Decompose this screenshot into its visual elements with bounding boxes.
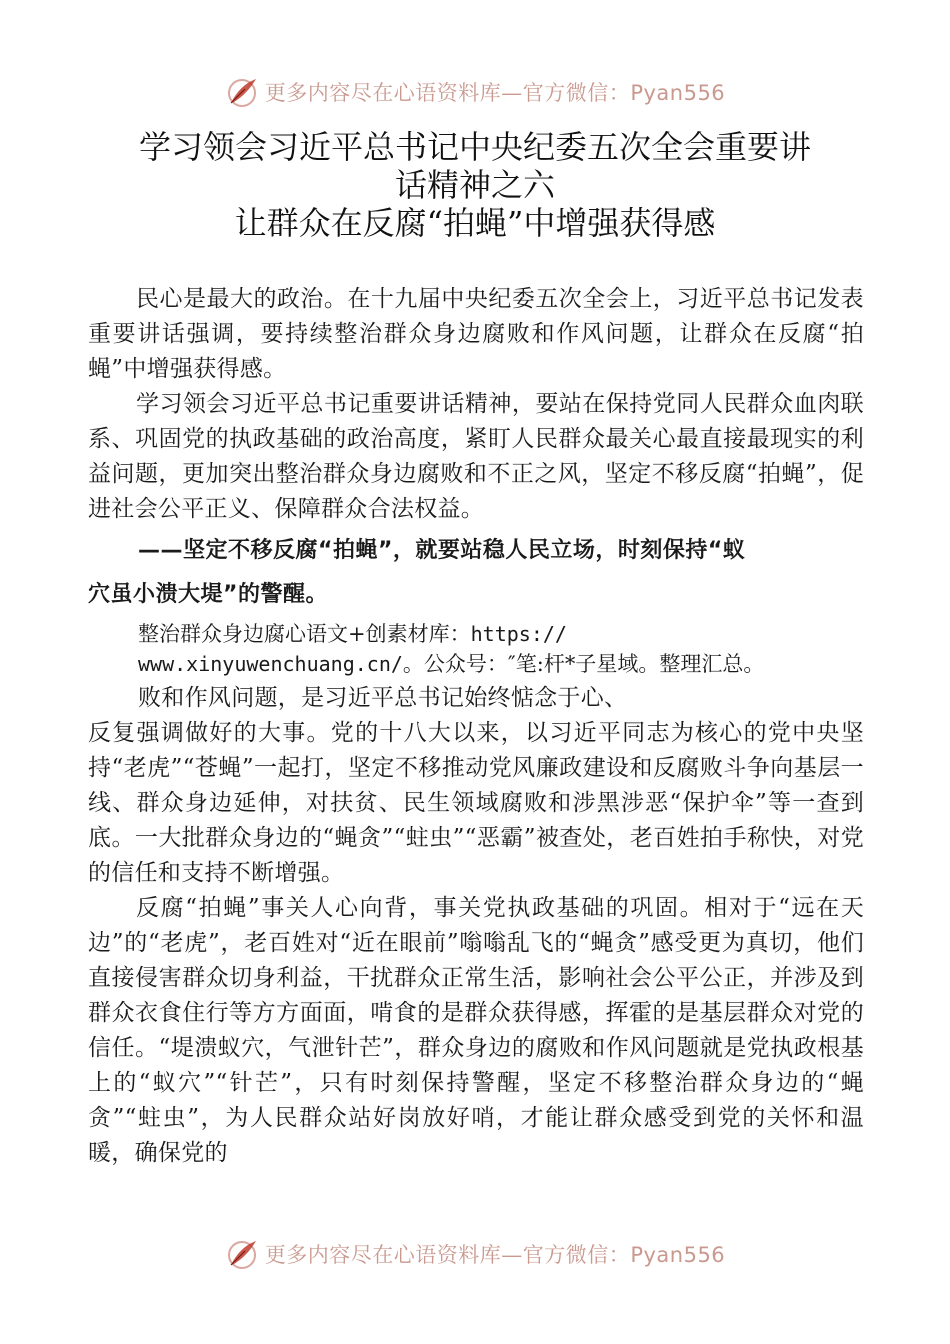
section-heading-line-2: 穴虽小溃大堤”的警醒。 — [88, 582, 328, 607]
promo-text-1: 整治群众身边腐心语文+创素材库： — [138, 622, 471, 646]
watermark-banner-top — [0, 72, 950, 112]
watermark-banner-bottom — [0, 1234, 950, 1274]
document-title — [60, 128, 890, 242]
title-line-2: 话精神之六 — [394, 166, 555, 204]
watermark-text: 更多内容尽在心语资料库—官方微信： — [264, 81, 631, 105]
feather-circle-logo-icon — [225, 75, 259, 109]
section-heading — [88, 529, 864, 617]
promo-url-2: www.xinyuwenchuang.cn/ — [138, 652, 403, 676]
watermark-text: 更多内容尽在心语资料库—官方微信： — [264, 1243, 631, 1267]
inserted-promo-text — [88, 619, 864, 679]
promo-text-2: 。公众号：″笔:杆*子星域。整理汇总。 — [402, 652, 765, 676]
title-line-1: 学习领会习近平总书记中央纪委五次全会重要讲 — [138, 128, 811, 166]
paragraph-5: 反腐“拍蝇”事关人心向背，事关党执政基础的巩固。相对于“远在天边”的“老虎”，老百姓对“近在眼前”嗡嗡乱飞的“蝇贪”感受更为真切，他们直接侵害群众切身利益，干扰群众正常生活，影响社会公平公正，并涉及到群众衣食住行等方方面面，啃食的是群众获得感，挥霍的是基层群众对党的信任。“堤溃蚁穴，气泄针芒”，群众身边的腐败和作风问题就是党执政根基上的“蚁穴”“针芒”，只有时刻保持警醒，坚定不移整治群众身边的“蝇贪”“蛀虫”，为人民群众站好岗放好哨，才能让群众感受到党的关怀和温暖，确保党的 — [88, 895, 864, 1166]
title-line-3: 让群众在反腐“拍蝇”中增强获得感 — [234, 204, 716, 242]
paragraph-2: 学习领会习近平总书记重要讲话精神，要站在保持党同人民群众血肉联系、巩固党的执政基础的政治高度，紧盯人民群众最关心最直接最现实的利益问题，更加突出整治群众身边腐败和不正之风，坚定不移反腐“拍蝇”，促进社会公平正义、保障群众合法权益。 — [88, 391, 864, 522]
watermark-wechat-id: Pyan556 — [630, 1243, 726, 1267]
section-heading-line-1: ——坚定不移反腐“拍蝇”，就要站稳人民立场，时刻保持“蚁 — [138, 538, 746, 563]
document-body — [88, 282, 864, 1171]
feather-circle-logo-icon — [225, 1237, 259, 1271]
paragraph-1: 民心是最大的政治。在十九届中央纪委五次全会上，习近平总书记发表重要讲话强调，要持续整治群众身边腐败和作风问题，让群众在反腐“拍蝇”中增强获得感。 — [88, 286, 864, 382]
paragraph-3-tail: 败和作风问题，是习近平总书记始终惦念于心、 — [138, 685, 628, 711]
promo-url-1: https:// — [470, 622, 567, 646]
watermark-wechat-id: Pyan556 — [630, 81, 726, 105]
paragraph-4: 反复强调做好的大事。党的十八大以来，以习近平同志为核心的党中央坚持“老虎”“苍蝇”一起打，坚定不移推动党风廉政建设和反腐败斗争向基层一线、群众身边延伸，对扶贫、民生领域腐败和涉黑涉恶“保护伞”等一查到底。一大批群众身边的“蝇贪”“蛀虫”“恶霸”被查处，老百姓拍手称快，对党的信任和支持不断增强。 — [88, 720, 864, 886]
